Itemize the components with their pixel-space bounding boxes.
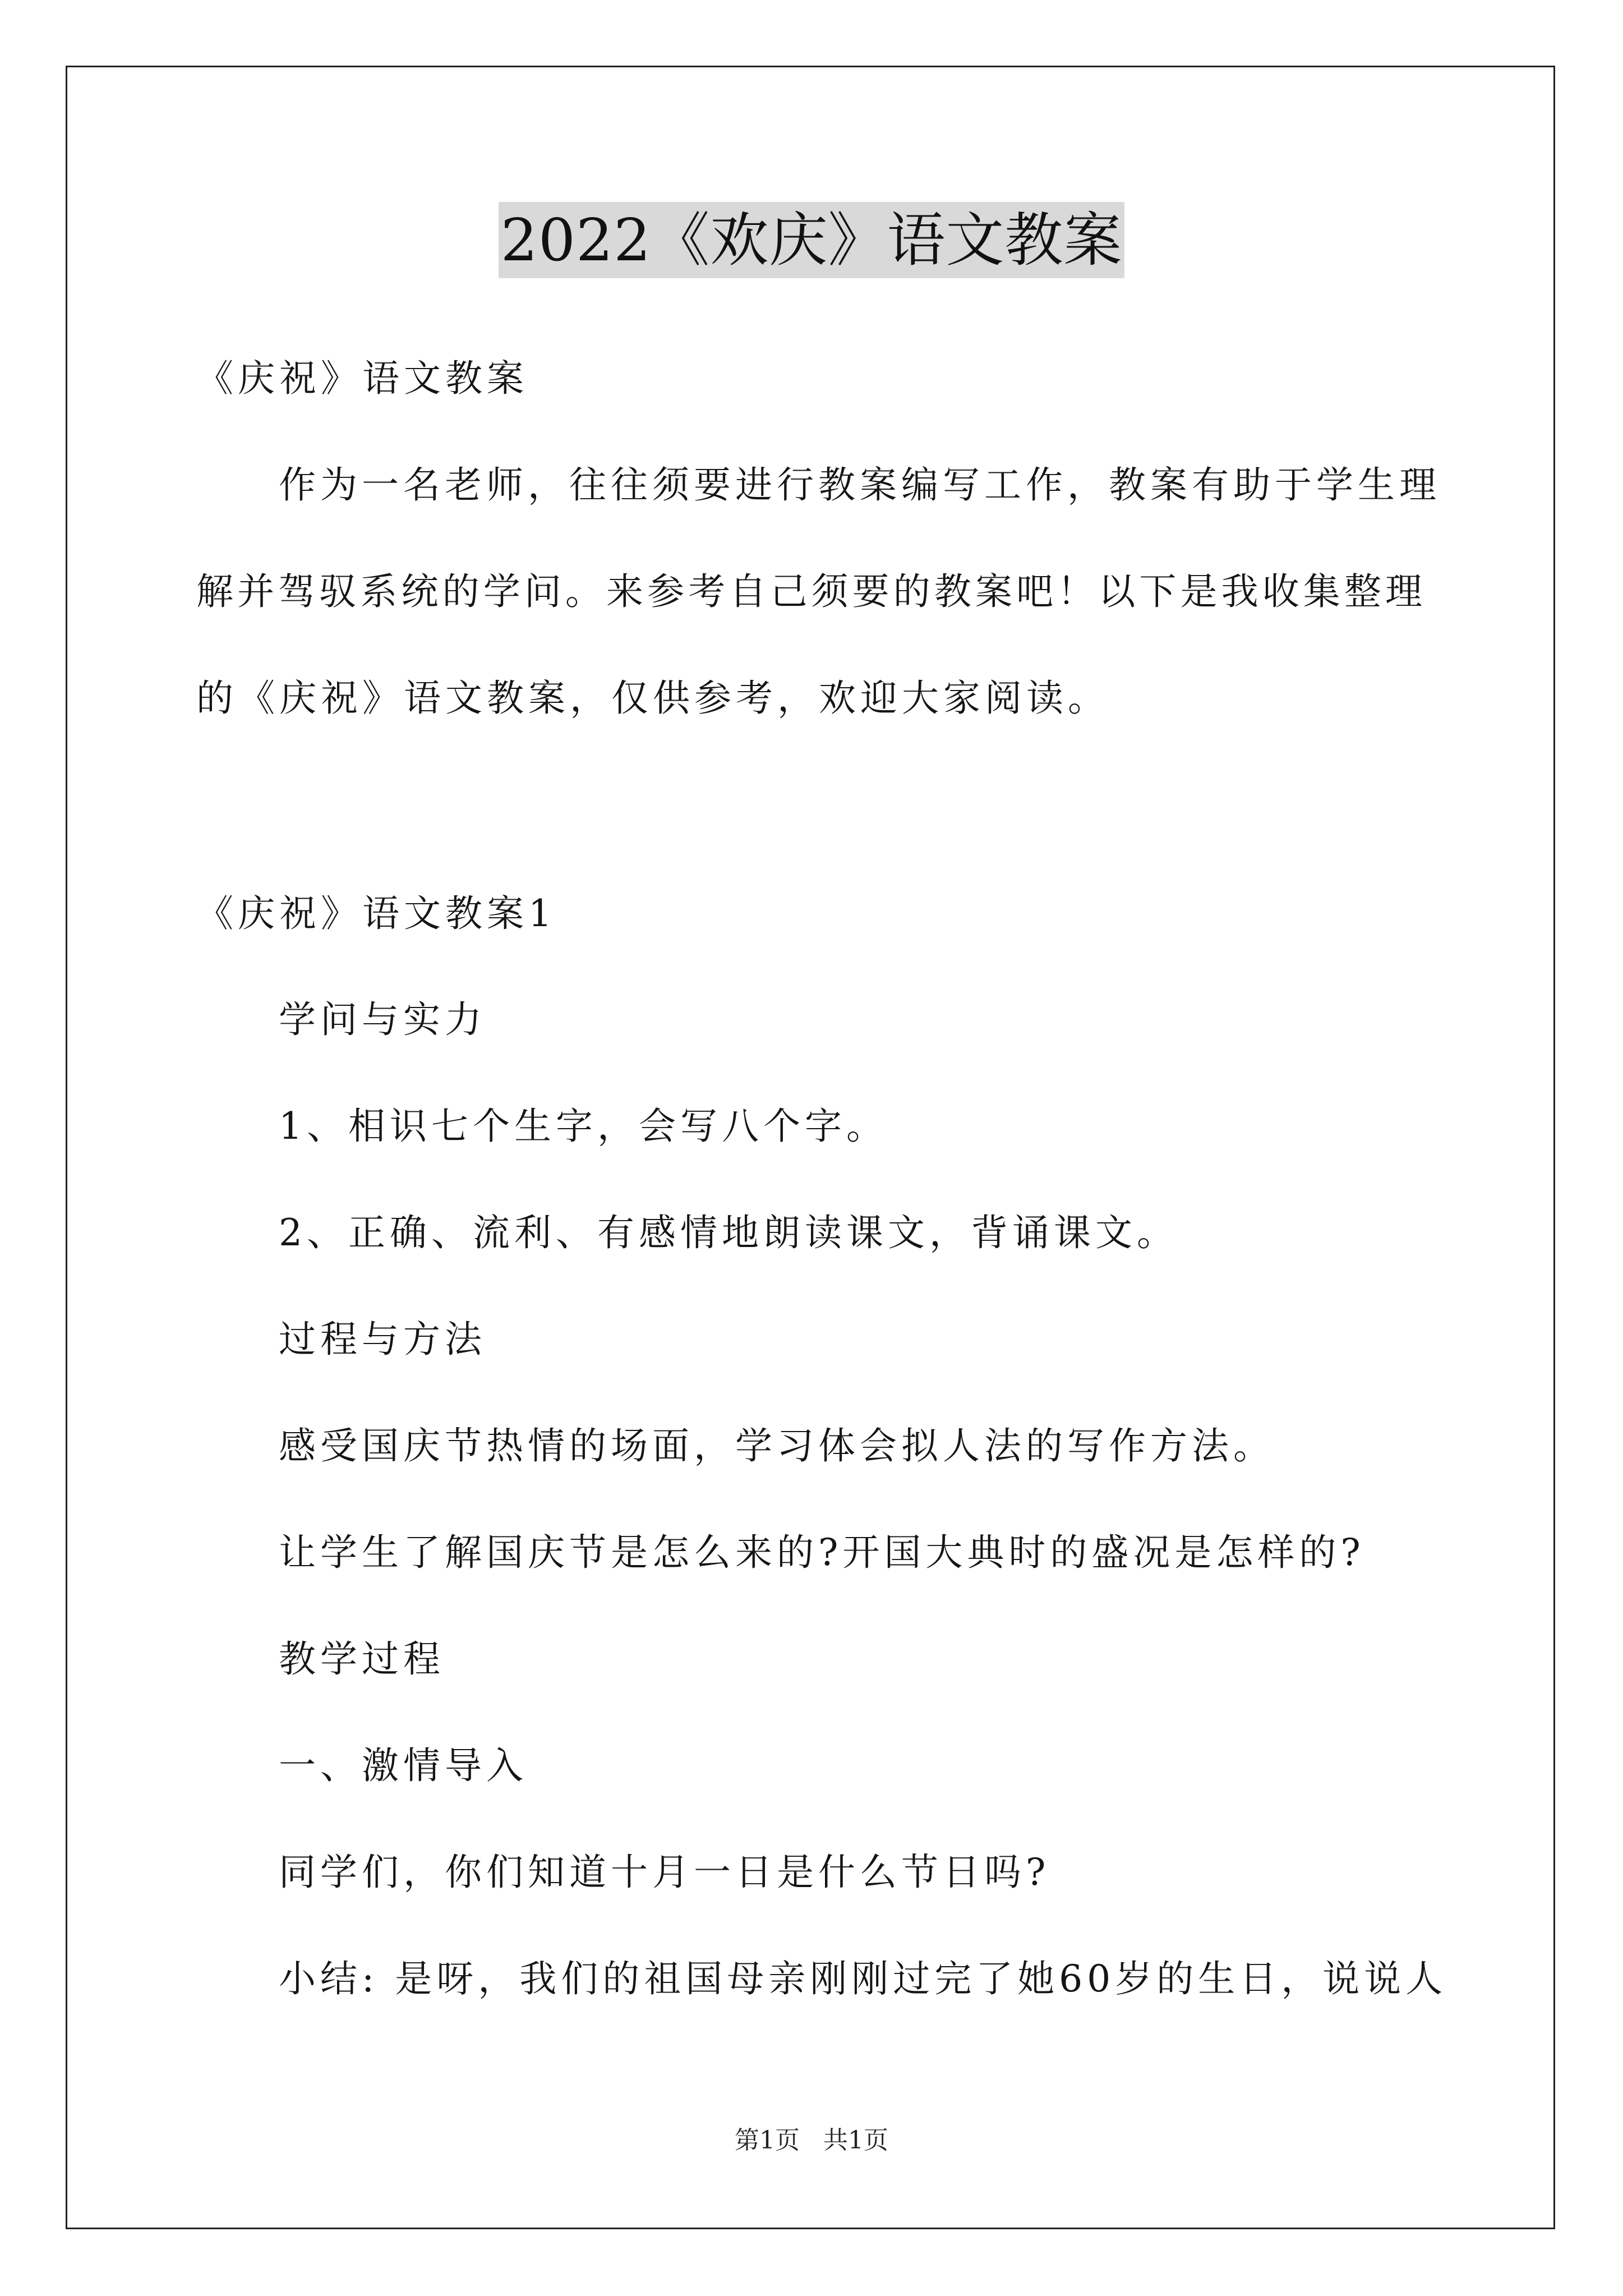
- step-heading-1: 一、激情导入: [279, 1744, 528, 1787]
- section-heading-lesson-1: 《庆祝》语文教案1: [196, 892, 556, 935]
- subheading-process-method: 过程与方法: [279, 1318, 486, 1361]
- section-heading-intro: 《庆祝》语文教案: [196, 357, 528, 400]
- summary-text: 小结: 是呀，我们的祖国母亲刚刚过完了她60岁的生日，说说人: [279, 1957, 1447, 2000]
- intro-paragraph-line-1: 作为一名老师，往往须要进行教案编写工作，教案有助于学生理: [279, 463, 1441, 507]
- question-text: 同学们，你们知道十月一日是什么节日吗?: [279, 1851, 1050, 1894]
- goal-item-1: 1、相识七个生字，会写八个字。: [279, 1105, 888, 1148]
- subheading-knowledge-ability: 学问与实力: [279, 998, 486, 1041]
- intro-paragraph-line-2: 解并驾驭系统的学问。来参考自己须要的教案吧！以下是我收集整理: [196, 570, 1426, 613]
- page-footer: 第1页 共1页: [735, 2126, 888, 2155]
- subheading-teaching-process: 教学过程: [279, 1637, 445, 1681]
- goal-item-2: 2、正确、流利、有感情地朗读课文，背诵课文。: [279, 1211, 1178, 1254]
- process-method-text: 感受国庆节热情的场面，学习体会拟人法的写作方法。: [279, 1424, 1275, 1467]
- document-title: 2022《欢庆》语文教案: [499, 202, 1125, 278]
- intro-paragraph-line-3: 的《庆祝》语文教案，仅供参考，欢迎大家阅读。: [196, 677, 1109, 720]
- objective-text: 让学生了解国庆节是怎么来的?开国大典时的盛况是怎样的?: [279, 1531, 1365, 1574]
- title-container: [0, 202, 1623, 278]
